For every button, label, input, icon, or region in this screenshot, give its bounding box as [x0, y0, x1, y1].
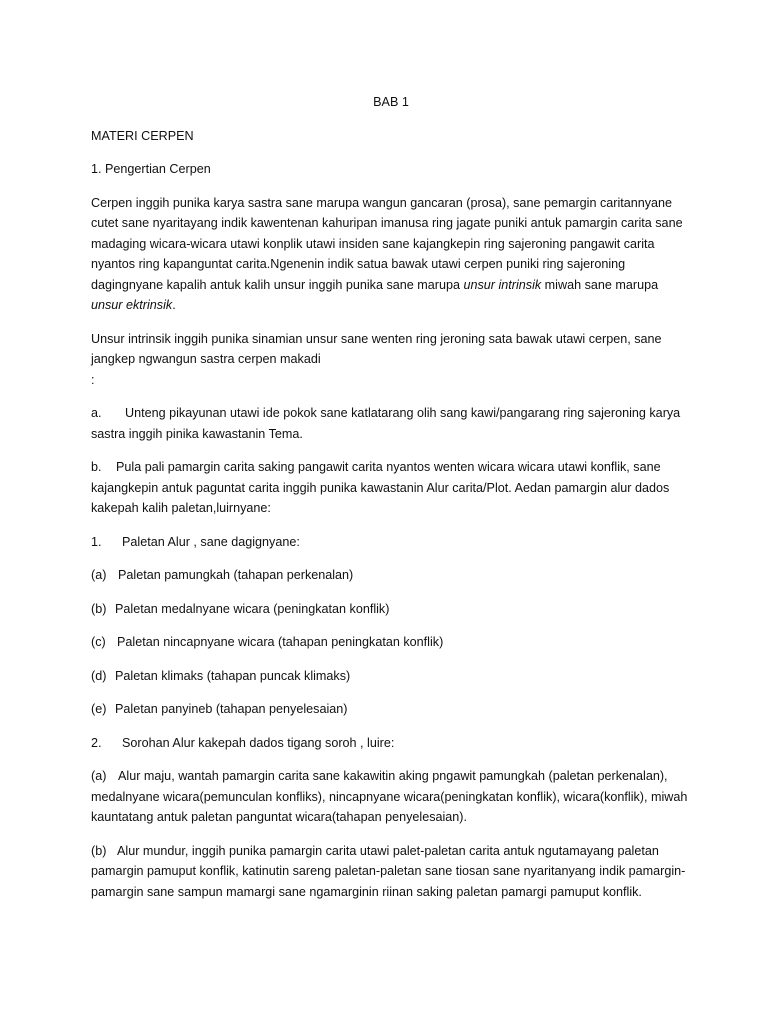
stage-item: [91, 699, 691, 720]
section-title: MATERI CERPEN: [91, 128, 194, 143]
alur-maju-text: Alur maju, wantah pamargin carita sane kakawitin aking pngawit pamungkah (paletan perkenalan), medalnyane wicara(pemunculan konfliks), nincapnyane wicara(peningkatan konflik), wicara(konflik), miwah kauntatang antuk paletan panguntat wicara(tahapan penyelesaian).: [91, 769, 688, 824]
paragraph-definition-text-a: Cerpen inggih punika karya sastra sane marupa wangun gancaran (prosa), sane pemargin caritannyane cutet sane nyaritayang indik kawentenan kahuripan imanusa ring jagate puniki antuk pamargin carita sane madaging wicara-wicara utawi konplik utawi insiden sane kajangkepin ring sajeroning pangawit carita nyantos ring kapanguntat carita.Ngenenin indik satua bawak utawi cerpen puniki ring sajeroning dagingnyane kapalih antuk kalih unsur inggih punika sane marupa: [91, 195, 683, 292]
paragraph-definition-text-c: .: [172, 298, 176, 312]
list-item-b-text: Pula pali pamargin carita saking pangawit carita nyantos wenten wicara wicara utawi konflik, sane kajangkepin antuk paguntat carita inggih punika kawastanin Alur carita/Plot. Aedan pamargin alur dados kakepah kalih paletan,luirnyane:: [91, 460, 670, 515]
stage-item-text: Paletan nincapnyane wicara (tahapan peningkatan konflik): [117, 635, 444, 649]
stage-item-label: (b): [91, 601, 107, 616]
list-item-a: [91, 403, 691, 444]
sub-item-2: [91, 733, 691, 754]
stage-item: [91, 666, 691, 687]
stage-item-label: (e): [91, 702, 107, 716]
sub-item-2-label: 2.: [91, 735, 102, 750]
alur-mundur-item: [91, 841, 691, 903]
stage-item-text: Paletan klimaks (tahapan puncak klimaks): [115, 668, 351, 683]
paragraph-definition-text-b: miwah sane marupa: [541, 277, 659, 292]
term-unsur-intrinsik: unsur intrinsik: [463, 277, 542, 292]
list-item-a-label: a.: [91, 406, 102, 420]
stage-item-text: Paletan medalnyane wicara (peningkatan konflik): [115, 601, 390, 616]
sub-item-2-text: Sorohan Alur kakepah dados tigang soroh , luire:: [122, 735, 395, 750]
paragraph-intrinsic: [91, 329, 691, 391]
document-body: [91, 92, 691, 915]
list-item-b-label: b.: [91, 460, 102, 474]
stage-item: [91, 599, 691, 620]
term-unsur-ektrinsik: unsur ektrinsik: [91, 298, 173, 312]
alur-maju-item: [91, 766, 691, 828]
stage-item-text: Paletan pamungkah (tahapan perkenalan): [118, 568, 354, 582]
stage-item-label: (c): [91, 635, 106, 649]
sub-item-1-label: 1.: [91, 534, 102, 549]
alur-maju-label: (a): [91, 769, 107, 783]
stage-item-text: Paletan panyineb (tahapan penyelesaian): [115, 702, 348, 716]
alur-mundur-text: Alur mundur, inggih punika pamargin carita utawi palet-paletan carita antuk ngutamayang paletan pamargin pamuput konflik, katinutin sareng paletan-paletan sane tiosan sane nyaritanyang indik pamargin-pamargin sane sampun mamargi sane ngamarginin riinan saking paletan pamargi pamuput konflik.: [91, 843, 686, 899]
paragraph-intrinsic-colon: :: [91, 372, 95, 387]
paragraph-definition: [91, 193, 691, 316]
stage-item-label: (d): [91, 668, 107, 683]
list-item-a-text: Unteng pikayunan utawi ide pokok sane katlatarang olih sang kawi/pangarang ring sajeroning karya sastra inggih pinika kawastanin Tema.: [91, 406, 681, 441]
chapter-title: BAB 1: [373, 95, 409, 109]
list-item-b: [91, 457, 691, 519]
stage-item: [91, 632, 691, 653]
sub-item-1-text: Paletan Alur , sane dagignyane:: [122, 534, 300, 549]
paragraph-intrinsic-text: Unsur intrinsik inggih punika sinamian unsur sane wenten ring jeroning sata bawak utawi cerpen, sane jangkep ngwangun sastra cerpen makadi: [91, 331, 662, 366]
sub-item-1: [91, 532, 691, 553]
alur-mundur-label: (b): [91, 843, 107, 858]
heading-pengertian: 1. Pengertian Cerpen: [91, 162, 211, 176]
stage-item-label: (a): [91, 568, 107, 582]
stage-item: [91, 565, 691, 586]
